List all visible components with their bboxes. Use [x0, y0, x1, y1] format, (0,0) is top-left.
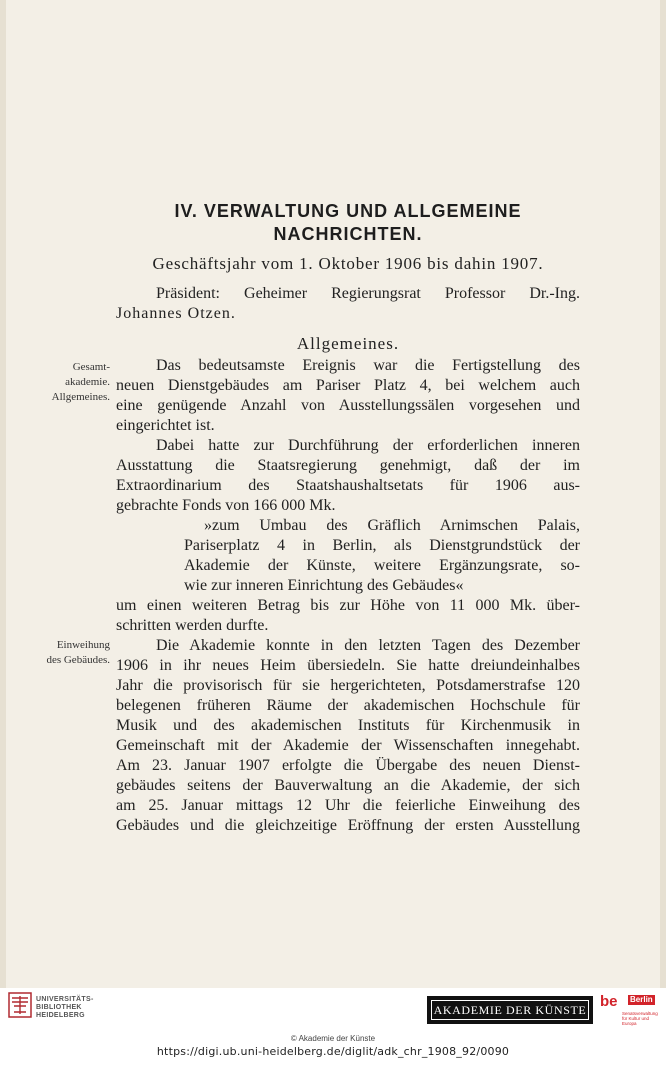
quote-line: Akademie der Künste, weitere Ergänzungsrate, so- [184, 557, 580, 574]
margin-note-line: Allgemeines. [51, 391, 110, 403]
text-line: Musik und des akademischen Instituts für Kirchenmusik in [116, 717, 580, 734]
university-library-line: HEIDELBERG [36, 1012, 85, 1019]
berlin-badge: Berlin [630, 995, 653, 1004]
university-library-name[interactable] [36, 996, 94, 1020]
text-line: belegenen früheren Räume der akademischen Hochschule für [116, 697, 580, 714]
margin-note-line: akademie. [65, 376, 110, 388]
text-line: eingerichtet ist. [116, 417, 215, 434]
quote-line: wie zur inneren Einrichtung des Gebäudes« [184, 577, 464, 594]
text-line: Extraordinarium des Staatshaushaltsetats für 1906 aus- [116, 477, 580, 494]
text-line: Gemeinschaft mit der Akademie der Wissenschaften innegehabt. [116, 737, 580, 754]
president-line-1: Präsident: Geheimer Regierungsrat Professor Dr.-Ing. [156, 285, 580, 302]
page-edge-right [660, 0, 666, 988]
viewer-footer [0, 988, 666, 1069]
akademie-label: AKADEMIE DER KÜNSTE [431, 1000, 589, 1020]
text-line: Das bedeutsamste Ereignis war die Fertigstellung des [156, 357, 580, 374]
university-library-line: UNIVERSITÄTS- [36, 996, 94, 1003]
margin-note-gesamt [2, 360, 110, 405]
page-edge-left [0, 0, 6, 988]
chapter-heading-line-1: IV. VERWALTUNG UND ALLGEMEINE [174, 201, 522, 221]
text-line: um einen weiteren Betrag bis zur Höhe von 11 000 Mk. über- [116, 597, 580, 614]
permalink-url[interactable]: https://digi.ub.uni-heidelberg.de/diglit/adk_chr_1908_92/0090 [156, 1045, 510, 1058]
text-line: Ausstattung die Staatsregierung genehmigt, daß der im [116, 457, 580, 474]
akademie-der-kuenste-logo[interactable] [427, 996, 593, 1024]
text-line: gebäudes seitens der Bauverwaltung an die Akademie, der sich [116, 777, 580, 794]
section-title: Allgemeines. [296, 334, 400, 353]
text-line: Die Akademie konnte in den letzten Tagen des Dezember [156, 637, 580, 654]
text-line: 1906 in ihr neues Heim übersiedeln. Sie hatte dreiundeinhalbes [116, 657, 580, 674]
berlin-senate-subtitle: Senatsverwaltung für Kultur und Europa [622, 1011, 658, 1026]
text-line: neuen Dienstgebäudes am Pariser Platz 4, bei welchem auch [116, 377, 580, 394]
berlin-senate-logo[interactable] [600, 994, 658, 1030]
text-line: am 25. Januar mittags 12 Uhr die feierliche Einweihung des [116, 797, 580, 814]
margin-note-line: Einweihung [56, 639, 110, 651]
university-library-logo-icon[interactable] [8, 992, 32, 1018]
quote-line: Pariserplatz 4 in Berlin, als Dienstgrundstück der [184, 537, 580, 554]
university-library-line: BIBLIOTHEK [36, 1004, 82, 1011]
text-line: Gebäudes und die gleichzeitige Eröffnung der ersten Ausstellung [116, 817, 580, 834]
margin-note-einweihung [2, 638, 110, 668]
text-line: eine genügende Anzahl von Ausstellungssälen vorgesehen und [116, 397, 580, 414]
president-line-2: Johannes Otzen. [116, 305, 236, 322]
copyright-notice: © Akademie der Künste [290, 1034, 376, 1043]
margin-note-line: des Gebäudes. [46, 654, 110, 666]
fiscal-year-subtitle: Geschäftsjahr vom 1. Oktober 1906 bis dahin 1907. [152, 254, 544, 273]
berlin-be-mark: be [600, 993, 618, 1010]
text-line: Dabei hatte zur Durchführung der erforderlichen inneren [156, 437, 580, 454]
text-line: Jahr die provisorisch für sie hergerichteten, Potsdamerstrafse 120 [116, 677, 580, 694]
text-line: Am 23. Januar 1907 erfolgte die Übergabe des neuen Dienst- [116, 757, 580, 774]
text-line: gebrachte Fonds von 166 000 Mk. [116, 497, 336, 514]
quote-line: »zum Umbau des Gräflich Arnimschen Palais, [204, 517, 580, 534]
margin-note-line: Gesamt- [72, 361, 110, 373]
text-line: schritten werden durfte. [116, 617, 269, 634]
chapter-heading-line-2: NACHRICHTEN. [273, 224, 423, 244]
